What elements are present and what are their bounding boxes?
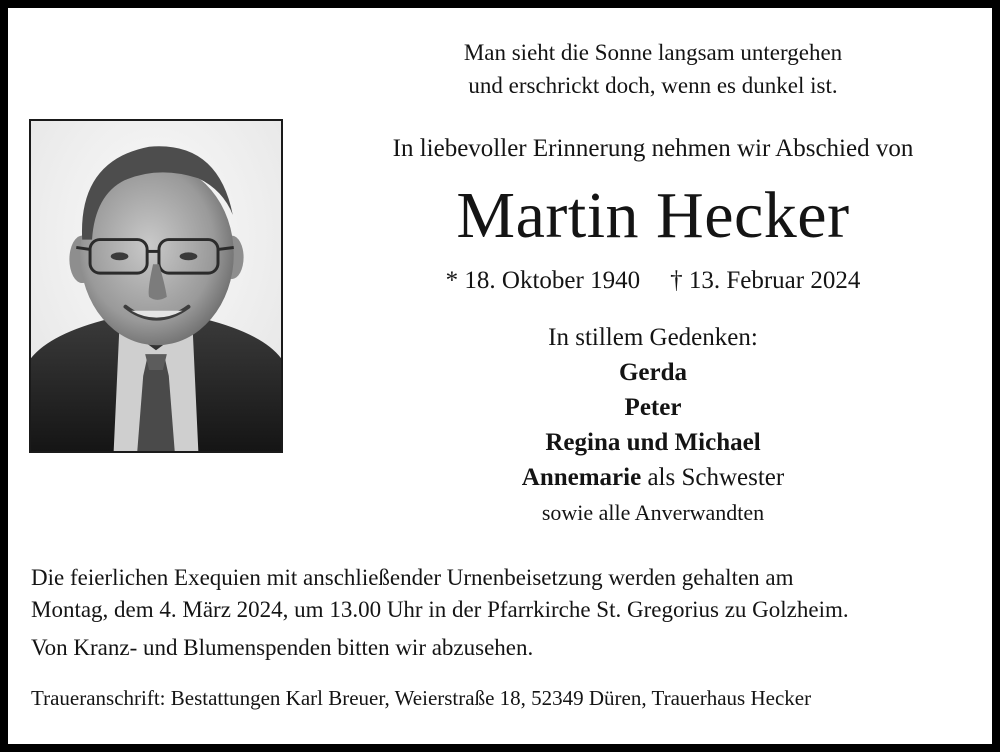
service-details: Die feierlichen Exequien mit anschließender Urnenbeisetzung werden gehalten am Montag, dem 4. März 2024, um 13.00 Uhr in der Pfarrkirche St. Gregorius zu Golzheim. [31,565,849,622]
life-dates [308,264,998,298]
portrait-photo [29,119,283,453]
mourner-name: Peter [624,394,682,421]
obituary-notice [8,8,992,744]
deceased-name: Martin Hecker [456,179,850,252]
mourner-name: Gerda [618,359,688,386]
mourners-heading: In stillem Gedenken: [548,324,758,351]
portrait-image [31,121,281,451]
motto-quote [308,36,998,102]
mourner-relatives: sowie alle Anverwandten [541,500,765,525]
death-date: † 13. Februar 2024 [670,267,861,294]
mourner-sibling: Annemarie als Schwester [521,464,785,491]
mourner-name: Regina und Michael [545,429,761,456]
flowers-note: Von Kranz- und Blumenspenden bitten wir abzusehen. [31,635,534,660]
mourning-address: Traueranschrift: Bestattungen Karl Breuer, Weierstraße 18, 52349 Düren, Trauerhaus Hecker [31,686,812,710]
motto-line-2: und erschrickt doch, wenn es dunkel ist. [468,73,838,98]
birth-date: * 18. Oktober 1940 [445,267,641,294]
intro-line: In liebevoller Erinnerung nehmen wir Abschied von [392,135,914,162]
motto-line-1: Man sieht die Sonne langsam untergehen [463,40,843,65]
mourners-block [308,320,998,530]
